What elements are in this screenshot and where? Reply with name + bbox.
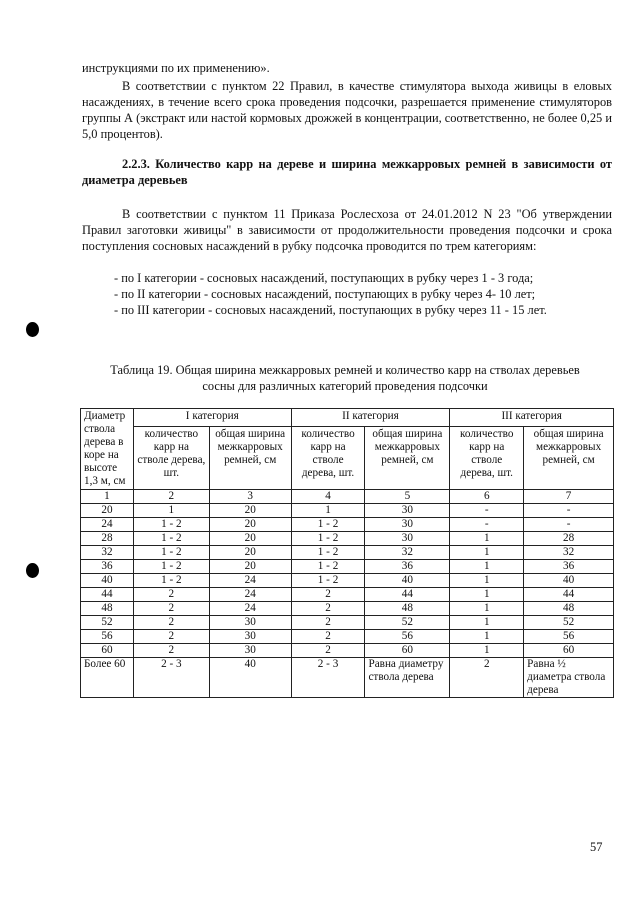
- table-cell: 2: [133, 588, 209, 602]
- table-cell: 1 - 2: [291, 532, 365, 546]
- table-cell: 1: [450, 644, 524, 658]
- table-cell: 30: [209, 616, 291, 630]
- width-subheader: общая ширина межкарровых ремней, см: [209, 427, 291, 490]
- table-cell: 20: [81, 504, 134, 518]
- table-cell: 2 - 3: [291, 658, 365, 698]
- table-cell: 30: [365, 532, 450, 546]
- table-cell: 56: [81, 630, 134, 644]
- table-cell: 1 - 2: [291, 574, 365, 588]
- table-cell: 36: [524, 560, 614, 574]
- table-cell: 20: [209, 560, 291, 574]
- table-cell: 40: [365, 574, 450, 588]
- table-cell: 44: [524, 588, 614, 602]
- table-cell: 2 - 3: [133, 658, 209, 698]
- table-row: [81, 532, 614, 546]
- list-item: - по III категории - сосновых насаждений, поступающих в рубку через 11 - 15 лет.: [114, 303, 547, 317]
- table-cell: 1 - 2: [133, 532, 209, 546]
- table-cell: 1 - 2: [291, 546, 365, 560]
- table-cell: 2: [133, 616, 209, 630]
- table-cell: 24: [209, 588, 291, 602]
- table-cell: 44: [81, 588, 134, 602]
- table-cell: 2: [133, 630, 209, 644]
- category-header: III категория: [450, 409, 614, 427]
- width-subheader: общая ширина межкарровых ремней, см: [365, 427, 450, 490]
- count-subheader: количество карр на стволе дерева, шт.: [133, 427, 209, 490]
- table-row: [81, 644, 614, 658]
- table-header-row: [81, 409, 614, 427]
- count-subheader: количество карр на стволе дерева, шт.: [450, 427, 524, 490]
- table-cell: 60: [365, 644, 450, 658]
- table-cell: 40: [81, 574, 134, 588]
- table-cell: -: [524, 504, 614, 518]
- binder-hole-mark: [26, 322, 39, 337]
- table-cell: 2: [450, 658, 524, 698]
- table-cell: -: [524, 518, 614, 532]
- table-cell: 60: [524, 644, 614, 658]
- table-cell: Равна диаметру ствола дерева: [365, 658, 450, 698]
- column-number: 2: [133, 490, 209, 504]
- table-cell: Более 60: [81, 658, 134, 698]
- table-cell: 32: [365, 546, 450, 560]
- category-list: [82, 270, 612, 318]
- table-cell: 1: [291, 504, 365, 518]
- table-cell: 1: [450, 588, 524, 602]
- page-number: 57: [590, 840, 603, 854]
- table-cell: 24: [209, 602, 291, 616]
- table-cell: 1: [133, 504, 209, 518]
- table-cell: 1 - 2: [133, 574, 209, 588]
- table-cell: 60: [81, 644, 134, 658]
- table-cell: 20: [209, 518, 291, 532]
- paragraph-continuation: инструкциями по их применению».: [82, 61, 270, 75]
- table-cell: 48: [81, 602, 134, 616]
- table-cell: 30: [209, 630, 291, 644]
- table-cell: 1: [450, 546, 524, 560]
- table-row: [81, 518, 614, 532]
- list-item: - по II категории - сосновых насаждений, поступающих в рубку через 4- 10 лет;: [114, 287, 536, 301]
- table-cell: 30: [365, 504, 450, 518]
- table-subheader-row: [81, 427, 614, 490]
- table-cell: 1 - 2: [133, 546, 209, 560]
- section-heading: 2.2.3. Количество карр на дереве и ширина межкарровых ремней в зависимости от диаметра деревьев: [82, 157, 612, 187]
- column-number: 6: [450, 490, 524, 504]
- table-cell: 2: [291, 588, 365, 602]
- table-cell: 44: [365, 588, 450, 602]
- table-cell: 2: [291, 644, 365, 658]
- table-row: [81, 546, 614, 560]
- width-subheader: общая ширина межкарровых ремней, см: [524, 427, 614, 490]
- table-cell: 1 - 2: [291, 518, 365, 532]
- table-cell: 30: [365, 518, 450, 532]
- table-cell: 20: [209, 532, 291, 546]
- table-cell: 36: [81, 560, 134, 574]
- table-cell: 52: [81, 616, 134, 630]
- table-row: [81, 588, 614, 602]
- table-cell: 52: [365, 616, 450, 630]
- table-cell: 32: [81, 546, 134, 560]
- table-cell: 56: [365, 630, 450, 644]
- category-header: I категория: [133, 409, 291, 427]
- table-cell: 20: [209, 546, 291, 560]
- table-cell: 48: [524, 602, 614, 616]
- diameter-header: Диаметр ствола дерева в коре на высоте 1,3 м, см: [81, 409, 134, 490]
- table-cell: 1 - 2: [133, 560, 209, 574]
- table-row: [81, 504, 614, 518]
- table-row: [81, 658, 614, 698]
- table-row: [81, 602, 614, 616]
- column-number: 4: [291, 490, 365, 504]
- table-row: [81, 616, 614, 630]
- column-number: 1: [81, 490, 134, 504]
- column-number: 3: [209, 490, 291, 504]
- table-cell: 28: [81, 532, 134, 546]
- paragraph-categories-intro: В соответствии с пунктом 11 Приказа Рослесхоза от 24.01.2012 N 23 "Об утверждении Правил заготовки живицы" в зависимости от продолжительности проведения подсочки и срока поступления сосновых насаждений в рубку подсочка проводится по трем категориям:: [82, 207, 612, 253]
- table-cell: -: [450, 518, 524, 532]
- category-header: II категория: [291, 409, 450, 427]
- count-subheader: количество карр на стволе дерева, шт.: [291, 427, 365, 490]
- table-cell: 36: [365, 560, 450, 574]
- data-table: [80, 408, 614, 698]
- table-cell: 2: [133, 602, 209, 616]
- table-cell: Равна ½ диаметра ствола дерева: [524, 658, 614, 698]
- table-caption: Таблица 19. Общая ширина межкарровых ремней и количество карр на стволах деревьев сосны для различных категорий проведения подсочки: [110, 363, 580, 393]
- table-cell: 24: [81, 518, 134, 532]
- table-cell: 30: [209, 644, 291, 658]
- table-cell: 52: [524, 616, 614, 630]
- table-cell: 2: [133, 644, 209, 658]
- table-cell: 2: [291, 616, 365, 630]
- table-cell: 1: [450, 574, 524, 588]
- table-cell: 1: [450, 630, 524, 644]
- table-cell: 1 - 2: [291, 560, 365, 574]
- table-cell: 1 - 2: [133, 518, 209, 532]
- list-item: - по I категории - сосновых насаждений, поступающих в рубку через 1 - 3 года;: [114, 271, 534, 285]
- table-cell: 1: [450, 602, 524, 616]
- table-cell: 40: [209, 658, 291, 698]
- table-cell: 1: [450, 560, 524, 574]
- table-cell: 56: [524, 630, 614, 644]
- table-cell: 24: [209, 574, 291, 588]
- table-cell: 28: [524, 532, 614, 546]
- table-cell: 48: [365, 602, 450, 616]
- table-cell: 20: [209, 504, 291, 518]
- table-row: [81, 574, 614, 588]
- table-row: [81, 560, 614, 574]
- table-cell: 2: [291, 630, 365, 644]
- paragraph-stimulators: В соответствии с пунктом 22 Правил, в качестве стимулятора выхода живицы в еловых насаждениях, в течение всего срока проведения подсочки, разрешается применение стимуляторов группы А (экстракт или настой кормовых дрожжей в концентрации, соответственно, не более 0,25 и 5,0 процентов).: [82, 79, 612, 141]
- column-number: 5: [365, 490, 450, 504]
- binder-hole-mark: [26, 563, 39, 578]
- table-cell: 40: [524, 574, 614, 588]
- table-cell: 1: [450, 616, 524, 630]
- table-row: [81, 630, 614, 644]
- column-numbering-row: [81, 490, 614, 504]
- table-cell: 2: [291, 602, 365, 616]
- table-cell: -: [450, 504, 524, 518]
- table-cell: 1: [450, 532, 524, 546]
- table-cell: 32: [524, 546, 614, 560]
- column-number: 7: [524, 490, 614, 504]
